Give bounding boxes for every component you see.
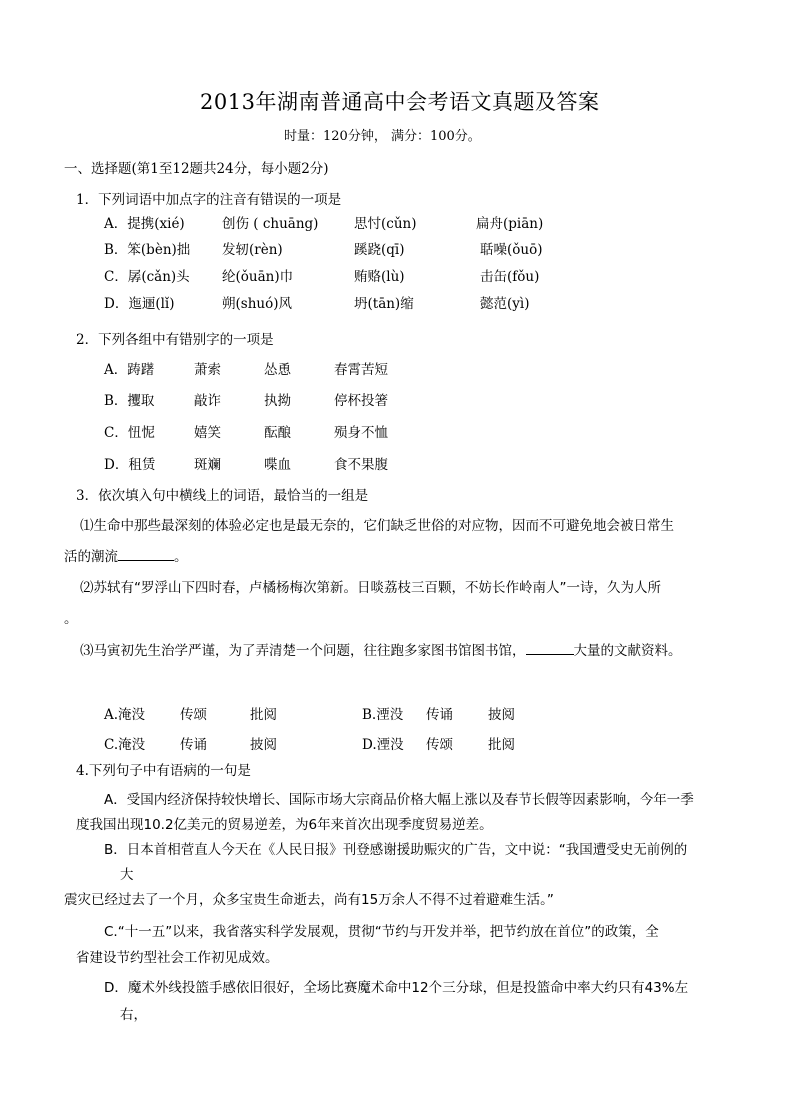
section-heading: 一、选择题(第1至12题共24分，每小题2分)	[64, 161, 329, 177]
q1-opt-d2: 朔(shuó)风	[222, 296, 292, 312]
q2-opt-d1: D．租赁	[104, 457, 156, 473]
q3-opt-b1: B.湮没	[362, 707, 404, 723]
q4-option-d-line2: 右，	[120, 1007, 147, 1023]
q1-opt-d3: 坍(tān)缩	[354, 296, 414, 312]
q1-opt-b2: 发轫(rèn)	[222, 242, 283, 258]
q1-opt-a2: 创伤 ( chuāng)	[222, 216, 319, 232]
q2-opt-d2: 斑斓	[194, 457, 221, 473]
q2-opt-b3: 执拗	[264, 393, 291, 409]
q3-sentence-3	[80, 639, 682, 659]
q1-stem: 1．下列词语中加点字的注音有错误的一项是	[76, 192, 342, 208]
q1-opt-c4: 击缶(fǒu)	[480, 269, 540, 285]
q3-s3b-text: 大量的文献资料。	[573, 643, 682, 659]
q4-option-b-line3: 震灾已经过去了一个月，众多宝贵生命逝去，尚有15万余人不得不过着避难生活。”	[64, 892, 554, 908]
q2-opt-b1: B．攫取	[104, 393, 155, 409]
q3-opt-b3: 披阅	[488, 707, 515, 723]
q3-s3a-text: ⑶马寅初先生治学严谨，为了弄清楚一个问题，往往跑多家图书馆图书馆，	[80, 643, 526, 659]
q3-opt-a1: A.淹没	[104, 707, 146, 723]
q3-sentence-1a: ⑴生命中那些最深刻的体验必定也是最无奈的，它们缺乏世俗的对应物，因而不可避免地会被日常生	[80, 518, 674, 534]
q2-opt-a1: A．踌躇	[104, 362, 155, 378]
q1-opt-b1: B．笨(bèn)拙	[104, 242, 191, 258]
q3-blank-1	[118, 546, 174, 561]
q1-opt-c1: C．孱(cǎn)头	[104, 269, 190, 285]
q3-sentence-2a: ⑵苏轼有“罗浮山下四时春，卢橘杨梅次第新。日啖荔枝三百颗，不妨长作岭南人”一诗，久为人所	[80, 580, 661, 596]
q3-sentence-1b	[64, 545, 188, 565]
q3-blank-3	[526, 640, 574, 655]
q4-stem: 4.下列句子中有语病的一句是	[76, 763, 251, 779]
q1-opt-a1: A．提携(xié)	[104, 216, 185, 232]
q1-opt-a3: 思忖(cǔn)	[354, 216, 417, 232]
q3-opt-c2: 传诵	[180, 737, 207, 753]
q4-option-d-line1: D．魔术外线投篮手感依旧很好，全场比赛魔术命中12个三分球，但是投篮命中率大约只有43%左	[104, 980, 689, 996]
q3-opt-b2: 传诵	[426, 707, 453, 723]
q3-s1b-text: 活的潮流	[64, 549, 118, 565]
q1-opt-b4: 聒噪(ǒuō)	[480, 242, 543, 258]
q3-opt-a2: 传颂	[180, 707, 207, 723]
q3-opt-c1: C.淹没	[104, 737, 146, 753]
q1-opt-c3: 贿赂(lù)	[354, 269, 405, 285]
q3-opt-d1: D.湮没	[362, 737, 404, 753]
q2-opt-a2: 萧索	[194, 362, 221, 378]
q3-opt-c3: 披阅	[250, 737, 277, 753]
q2-opt-c1: C．忸怩	[104, 425, 155, 441]
q2-opt-c2: 嬉笑	[194, 425, 221, 441]
q4-option-b-line1: B．日本首相菅直人今天在《人民日报》刊登感谢援助赈灾的广告，文中说：“我国遭受史无前例的	[104, 842, 688, 858]
q2-opt-c3: 酝酿	[264, 425, 291, 441]
q2-opt-d3: 喋血	[264, 457, 291, 473]
q2-opt-a3: 怂恿	[264, 362, 291, 378]
q1-opt-b3: 蹊跷(qī)	[354, 242, 405, 258]
q2-opt-c4: 殒身不恤	[334, 425, 388, 441]
q3-s1c-text: 。	[174, 549, 188, 565]
q3-opt-d2: 传颂	[426, 737, 453, 753]
q2-opt-a4: 春霄苦短	[334, 362, 388, 378]
q4-option-b-line2: 大	[120, 867, 134, 883]
q1-opt-d1: D．迤逦(lǐ)	[104, 296, 175, 312]
q2-stem: 2．下列各组中有错别字的一项是	[76, 332, 274, 348]
q4-option-a-line2: 度我国出现10.2亿美元的贸易逆差，为6年来首次出现季度贸易逆差。	[76, 817, 493, 833]
q4-option-c-line2: 省建设节约型社会工作初见成效。	[76, 950, 279, 966]
q4-option-c-line1: C.“十一五”以来，我省落实科学发展观，贯彻“节约与开发并举，把节约放在首位”的政策，全	[104, 924, 659, 940]
page-title: 2013年湖南普通高中会考语文真题及答案	[200, 90, 600, 114]
q3-opt-a3: 批阅	[250, 707, 277, 723]
q2-opt-d4: 食不果腹	[334, 457, 388, 473]
q1-opt-d4: 懿范(yì)	[480, 296, 530, 312]
q3-opt-d3: 批阅	[488, 737, 515, 753]
q1-opt-a4: 扁舟(piān)	[476, 216, 544, 232]
q1-opt-c2: 纶(ǒuān)巾	[222, 269, 294, 285]
q3-sentence-2b: 。	[64, 611, 78, 627]
q3-stem: 3．依次填入句中横线上的词语，最恰当的一组是	[76, 488, 369, 504]
q2-opt-b2: 敲诈	[194, 393, 221, 409]
page-subtitle: 时量：120分钟， 满分：100分。	[284, 129, 481, 144]
q2-opt-b4: 停杯投箸	[334, 393, 388, 409]
q4-option-a-line1: A．受国内经济保持较快增长、国际市场大宗商品价格大幅上涨以及春节长假等因素影响，今年一季	[104, 792, 694, 808]
